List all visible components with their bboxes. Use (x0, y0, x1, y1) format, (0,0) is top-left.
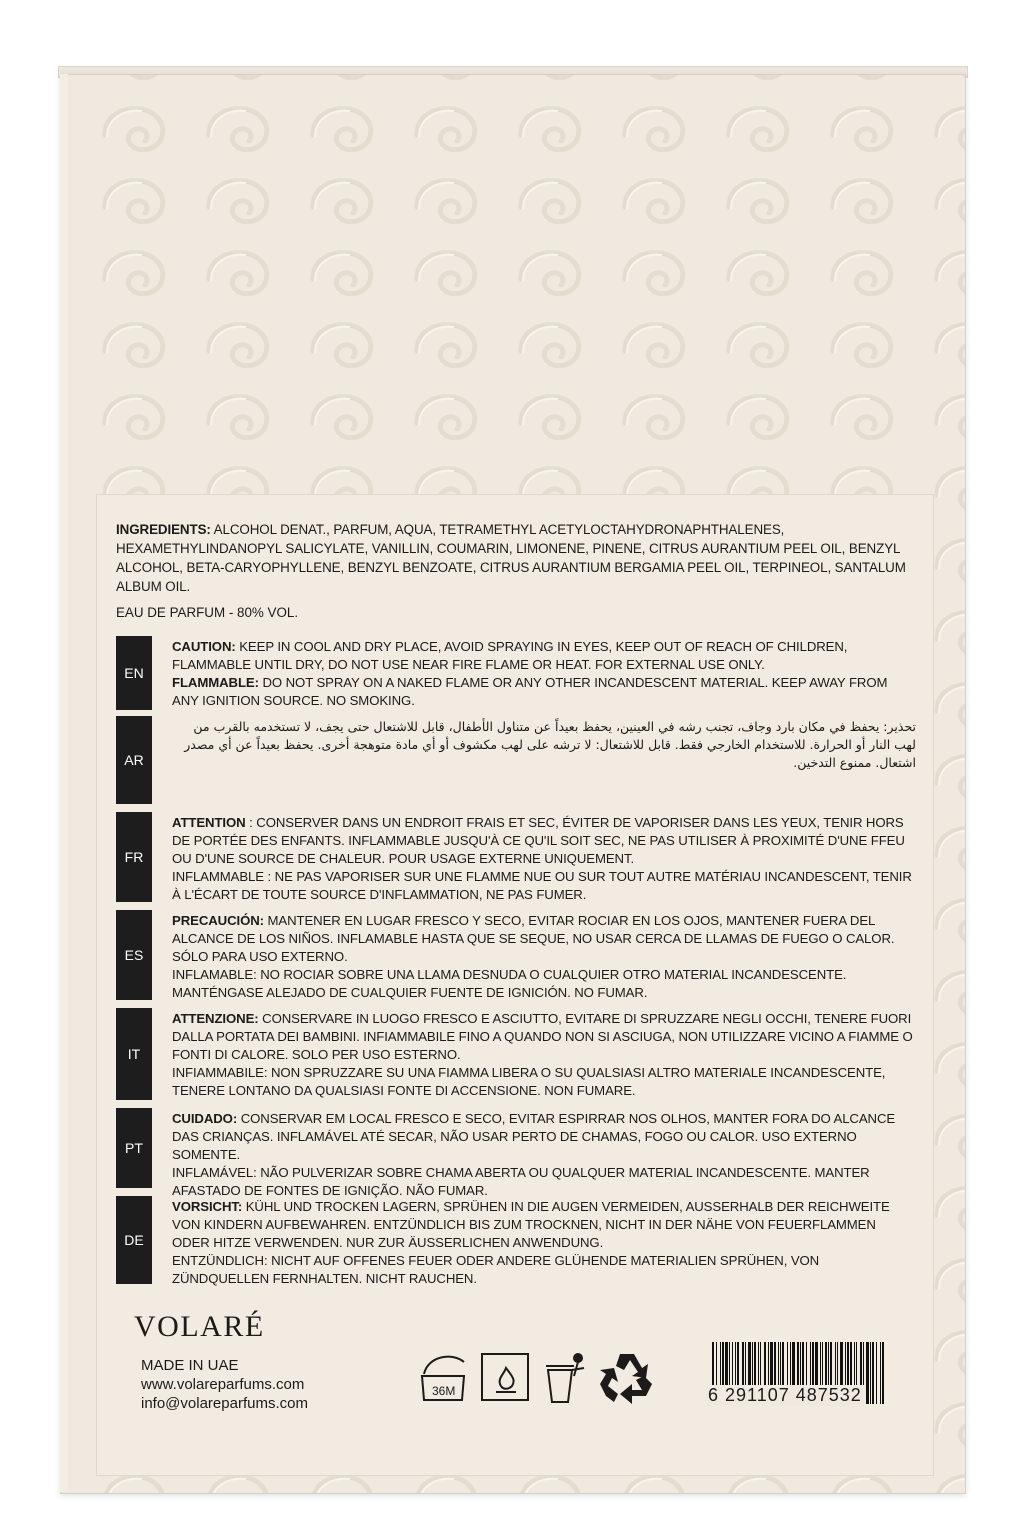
email-link[interactable]: info@volareparfums.com (141, 1395, 308, 1412)
barcode-bar (880, 1342, 881, 1404)
lang-tag-de: DE (116, 1196, 152, 1284)
ingredients-list: ALCOHOL DENAT., PARFUM, AQUA, TETRAMETHYL ACETYLOCTAHYDRONAPHTHALENES, HEXAMETHYLINDANOPYL SALICYLATE, VANILLIN, COUMARIN, LIMONENE, PINENE, CITRUS AURANTIUM PEEL OIL, BENZYL ALCOHOL, BETA-CARYOPHYLLENE, BENZYL BENZOATE, CITRUS AURANTIUM BERGAMIA PEEL OIL, TERPINEOL, SANTALUM ALBUM OIL. (116, 522, 906, 594)
lang-tag-pt: PT (116, 1108, 152, 1188)
lang-tag-fr: FR (116, 812, 152, 902)
pao-jar-icon (422, 1357, 464, 1400)
made-in-text: MADE IN UAE (141, 1357, 239, 1374)
warning-rows (116, 636, 916, 1284)
barcode-bar (876, 1342, 877, 1404)
pao-label: 36M (432, 1384, 456, 1398)
barcode-bar (872, 1342, 874, 1404)
warning-text-es: PRECAUCIÓN: MANTENER EN LUGAR FRESCO Y SECO, EVITAR ROCIAR EN LOS OJOS, MANTENER FUERA DEL ALCANCE DE LOS NIÑOS. INFLAMABLE HASTA QUE SE SEQUE, NO USAR CERCA DE LLAMAS DE FUEGO O CALOR. SÓLO PARA USO EXTERNO. INFLAMABLE: NO ROCIAR SOBRE UNA LLAMA DESNUDA O CUALQUIER OTRO MATERIAL INCANDESCENTE. MANTÉNGASE ALEJADO DE CUALQUIER FUENTE DE IGNICIÓN. NO FUMAR. (172, 913, 895, 1000)
lang-tag-it: IT (116, 1008, 152, 1100)
website-link[interactable]: www.volareparfums.com (141, 1376, 305, 1393)
warning-row-pt (116, 1108, 916, 1198)
barcode (708, 1342, 890, 1420)
warning-row-fr (116, 812, 916, 902)
warning-row-ar (116, 716, 916, 804)
eau-de-parfum-volume: EAU DE PARFUM - 80% VOL. (116, 605, 299, 620)
barcode-bar (870, 1342, 871, 1404)
symbol-icons (420, 1348, 680, 1408)
lang-tag-ar: AR (116, 716, 152, 804)
warning-row-it (116, 1008, 916, 1100)
company-info (141, 1356, 308, 1413)
ingredients-label: INGREDIENTS: (116, 522, 211, 537)
barcode-bar (866, 1342, 869, 1404)
recycle-icon (600, 1354, 652, 1404)
warning-row-en (116, 636, 916, 710)
trash-bin-icon (546, 1354, 584, 1402)
ingredients-text (116, 520, 916, 596)
lang-tag-es: ES (116, 910, 152, 1000)
warning-row-es (116, 910, 916, 1000)
warning-text-it: ATTENZIONE: CONSERVARE IN LUOGO FRESCO E ASCIUTTO, EVITARE DI SPRUZZARE NEGLI OCCHI, TENERE FUORI DALLA PORTATA DEI BAMBINI. INFIAMMABILE FINO A QUANDO NON SI ASCIUGA, NON UTILIZZARE VICINO A FIAMME O FONTI DI CALORE. SOLO PER USO ESTERNO. INFIAMMABILE: NON SPRUZZARE SU UNA FIAMMA LIBERA O SU QUALSIASI ALTRO MATERIALE INCANDESCENTE, TENERE LONTANO DA QUALSIASI FONTE DI ACCENSIONE. NON FUMARE. (172, 1011, 913, 1098)
warning-text-en: CAUTION: KEEP IN COOL AND DRY PLACE, AVOID SPRAYING IN EYES, KEEP OUT OF REACH OF CHILDREN, FLAMMABLE UNTIL DRY, DO NOT USE NEAR FIRE FLAME OR HEAT. FOR EXTERNAL USE ONLY. FLAMMABLE: DO NOT SPRAY ON A NAKED FLAME OR ANY OTHER INCANDESCENT MATERIAL. KEEP AWAY FROM ANY IGNITION SOURCE. NO SMOKING. (172, 639, 888, 708)
box-side-edge (60, 74, 68, 1492)
barcode-bar (882, 1342, 884, 1404)
warning-text-de: VORSICHT: KÜHL UND TROCKEN LAGERN, SPRÜHEN IN DIE AUGEN VERMEIDEN, AUSSERHALB DER REICHWEITE VON KINDERN AUFBEWAHREN. ENTZÜNDLICH BIS ZUM TROCKNEN, NICHT IN DER NÄHE VON FEUERFLAMMEN ODER HITZE VERWENDEN. NUR ZUR ÄUSSERLICHEN ANWENDUNG. ENTZÜNDLICH: NICHT AUF OFFENES FEUER ODER ANDERE GLÜHENDE MATERIALIEN SPRÜHEN, VON ZÜNDQUELLEN FERNHALTEN. NICHT RAUCHEN. (172, 1199, 890, 1286)
flammable-icon (482, 1354, 528, 1400)
warning-text-ar: تحذير: يحفظ في مكان بارد وجاف، تجنب رشه في العينين، يحفظ بعيداً عن متناول الأطفال، قابل للاشتعال حتى يجف، لا تستخدمه بالقرب من لهب النار أو الحرارة. للاستخدام الخارجي فقط. قابل للاشتعال: لا ترشه على لهب مكشوف أو أي مادة متوهجة أخرى. يحفظ بعيداً عن أي مصدر اشتعال. ممنوع التدخين. (184, 719, 916, 770)
warning-row-de (116, 1196, 916, 1284)
barcode-number: 6 291107 487532 (708, 1385, 862, 1405)
warning-text-fr: ATTENTION : CONSERVER DANS UN ENDROIT FRAIS ET SEC, ÉVITER DE VAPORISER DANS LES YEUX, TENIR HORS DE PORTÉE DES ENFANTS. INFLAMMABLE JUSQU'À CE QU'IL SOIT SEC, NE PAS UTILISER À PROXIMITÉ D'UNE FFEU OU D'UNE SOURCE DE CHALEUR. POUR USAGE EXTERNE UNIQUEMENT. INFLAMMABLE : NE PAS VAPORISER SUR UNE FLAMME NUE OU SUR TOUT AUTRE MATÉRIAU INCANDESCENT, TENIR À L'ÉCART DE TOUTE SOURCE D'INFLAMMATION, NE PAS FUMER. (172, 815, 912, 902)
brand-logo: VOLARÉ (134, 1310, 265, 1343)
warning-text-pt: CUIDADO: CONSERVAR EM LOCAL FRESCO E SECO, EVITAR ESPIRRAR NOS OLHOS, MANTER FORA DO ALCANCE DAS CRIANÇAS. INFLAMÁVEL ATÉ SECAR, NÃO USAR PERTO DE CHAMAS, FOGO OU CALOR. USO EXTERNO SOMENTE. INFLAMÁVEL: NÃO PULVERIZAR SOBRE CHAMA ABERTA OU QUALQUER MATERIAL INCANDESCENTE. MANTER AFASTADO DE FONTES DE IGNIÇÃO. NÃO FUMAR. (172, 1111, 896, 1198)
lang-tag-en: EN (116, 636, 152, 710)
